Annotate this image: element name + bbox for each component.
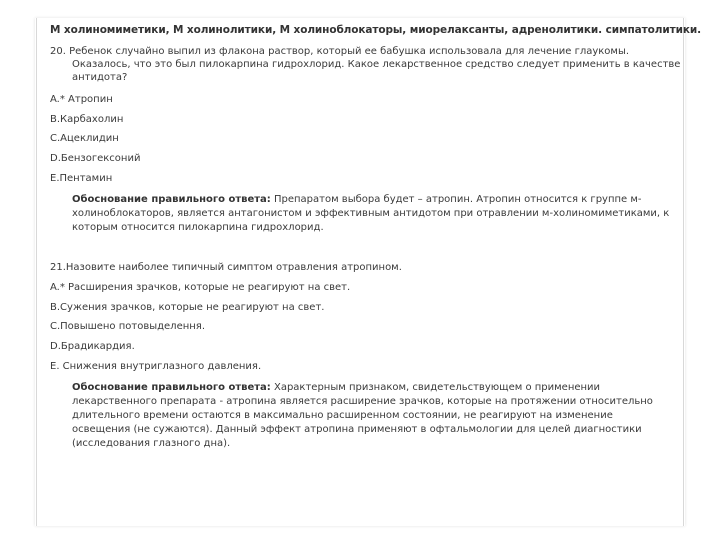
slide-heading: М холиномиметики, М холинолитики, М холиноблокаторы, миорелаксанты, адренолитики. симпатолитики. [50,24,701,36]
q21-option-c: C.Повышено потовыделення. [50,321,205,332]
q21-explanation-text: Характерным признаком, свидетельствующем о применении лекарственного препарата - атропина является расширение зрачков, которые на протяжении относительно длительного времени остаются в максимально расширенном состоянии, не реагируют на изменение освещения (не сужаются). Данный эффект атропина применяют в офтальмологии для целей диагностики (исследования глазного дна). [72,382,653,449]
q21-option-e: E. Снижения внутриглазного давления. [50,361,262,372]
q20-option-c: C.Ацеклидин [50,133,119,144]
q21-option-d: D.Брадикардия. [50,341,135,352]
q21-explanation [72,381,668,451]
question-20-text: 20. Ребенок случайно выпил из флакона раствор, который ее бабушка использовала для лечение глаукомы. Оказалось, что это был пилокарпина гидрохлорид. Какое лекарственное средство следует применить в качестве антидота? [50,46,681,83]
q21-option-a: A.* Расширения зрачков, которые не реагируют на свет. [50,282,351,293]
q20-option-a: A.* Атропин [50,94,113,105]
q20-explanation-text: Препаратом выбора будет – атропин. Атропин относится к группе м-холиноблокаторов, является антагонистом и эффективным антидотом при отравлении м-холиномиметиками, к которым относится пилокарпина гидрохлорид. [72,194,670,233]
q20-explanation [72,193,672,235]
q20-option-d: D.Бензогексоний [50,153,141,164]
q21-option-b: B.Сужения зрачков, которые не реагируют на свет. [50,302,325,313]
q20-explanation-label: Обоснование правильного ответа: [72,194,271,205]
q20-option-e: E.Пентамин [50,173,113,184]
q21-explanation-label: Обоснование правильного ответа: [72,382,271,393]
q20-option-b: B.Карбахолин [50,114,124,125]
question-21-text: 21.Назовите наиболее типичный симптом отравления атропином. [50,262,402,273]
